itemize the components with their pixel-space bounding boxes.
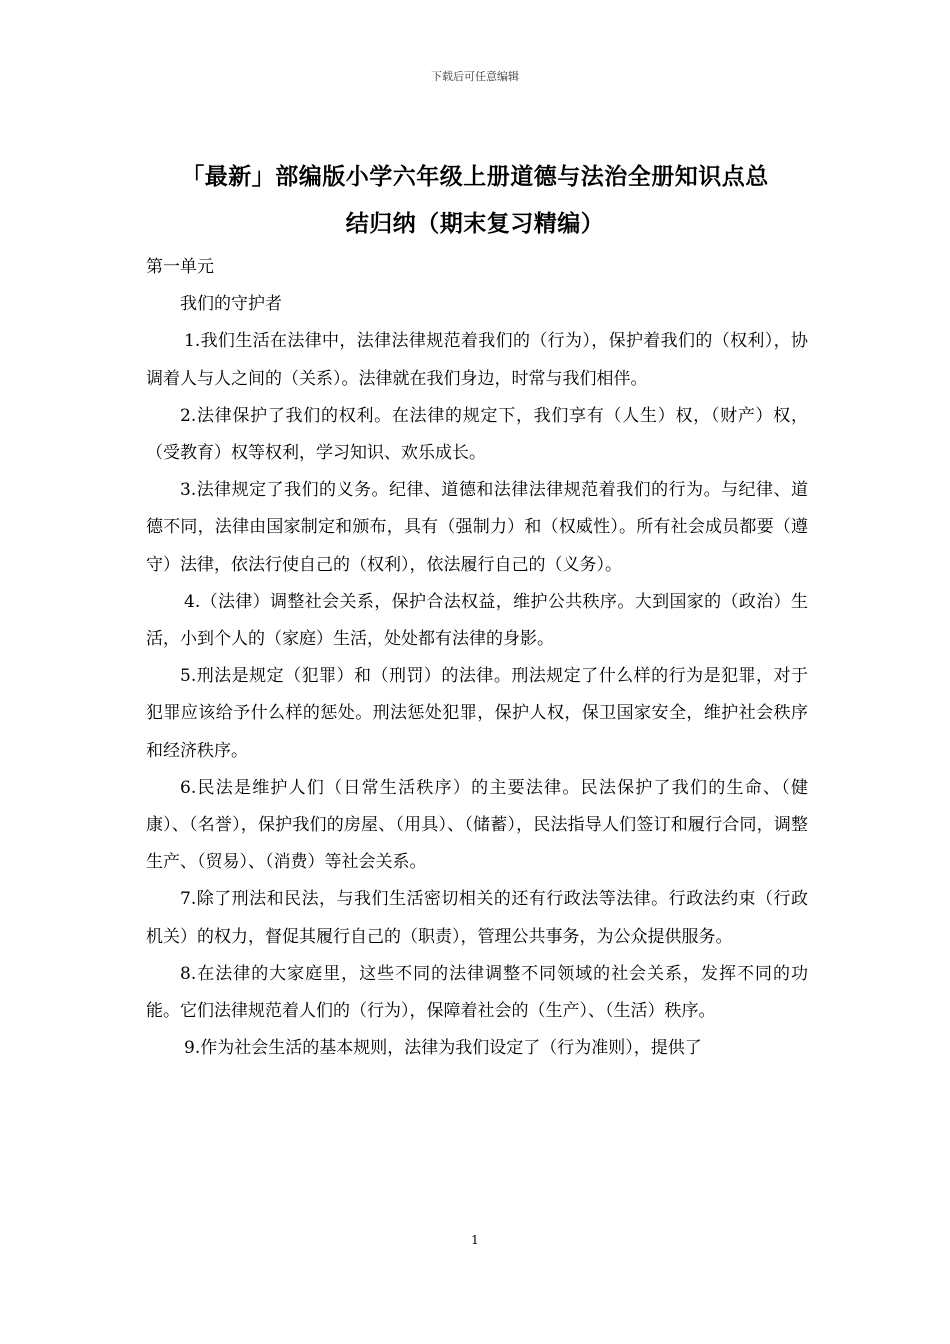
paragraph-1: 1.我们生活在法律中，法律法律规范着我们的（行为），保护着我们的（权利），协调着人与人之间的（关系）。法律就在我们身边，时常与我们相伴。 (146, 331, 808, 389)
page-header-note: 下载后可任意编辑 (431, 70, 519, 83)
lesson-heading: 我们的守护者 (180, 294, 282, 315)
paragraph-5: 5.刑法是规定（犯罪）和（刑罚）的法律。刑法规定了什么样的行为是犯罪，对于犯罪应该给予什么样的惩处。刑法惩处犯罪，保护人权，保卫国家安全，维护社会秩序和经济秩序。 (146, 666, 808, 761)
paragraph-3: 3.法律规定了我们的义务。纪律、道德和法律法律规范着我们的行为。与纪律、道德不同，法律由国家制定和颁布，具有（强制力）和（权威性）。所有社会成员都要（遵守）法律，依法行使自己的（权利），依法履行自己的（义务）。 (146, 480, 808, 575)
document-body (146, 249, 808, 1067)
unit-heading: 第一单元 (146, 257, 214, 277)
paragraph-6: 6.民法是维护人们（日常生活秩序）的主要法律。民法保护了我们的生命、（健康）、（名誉），保护我们的房屋、（用具）、（储蓄），民法指导人们签订和履行合同，调整生产、（贸易）、（消费）等社会关系。 (146, 777, 808, 873)
document-title-line-2: 结归纳（期末复习精编） (345, 211, 605, 237)
paragraph-9: 9.作为社会生活的基本规则，法律为我们设定了（行为准则），提供了 (184, 1038, 702, 1059)
document-title-line-1: 「最新」部编版小学六年级上册道德与法治全册知识点总 (181, 164, 769, 190)
page-number: 1 (471, 1233, 479, 1247)
paragraph-7: 7.除了刑法和民法，与我们生活密切相关的还有行政法等法律。行政法约束（行政机关）的权力，督促其履行自己的（职责），管理公共事务，为公众提供服务。 (146, 889, 808, 947)
paragraph-8: 8.在法律的大家庭里，这些不同的法律调整不同领域的社会关系，发挥不同的功能。它们法律规范着人们的（行为），保障着社会的（生产）、（生活）秩序。 (146, 963, 808, 1022)
paragraph-2: 2.法律保护了我们的权利。在法律的规定下，我们享有（人生）权，（财产）权，（受教育）权等权利，学习知识、欢乐成长。 (146, 405, 808, 464)
paragraph-4: 4.（法律）调整社会关系，保护合法权益，维护公共秩序。大到国家的（政治）生活，小到个人的（家庭）生活，处处都有法律的身影。 (146, 591, 808, 650)
